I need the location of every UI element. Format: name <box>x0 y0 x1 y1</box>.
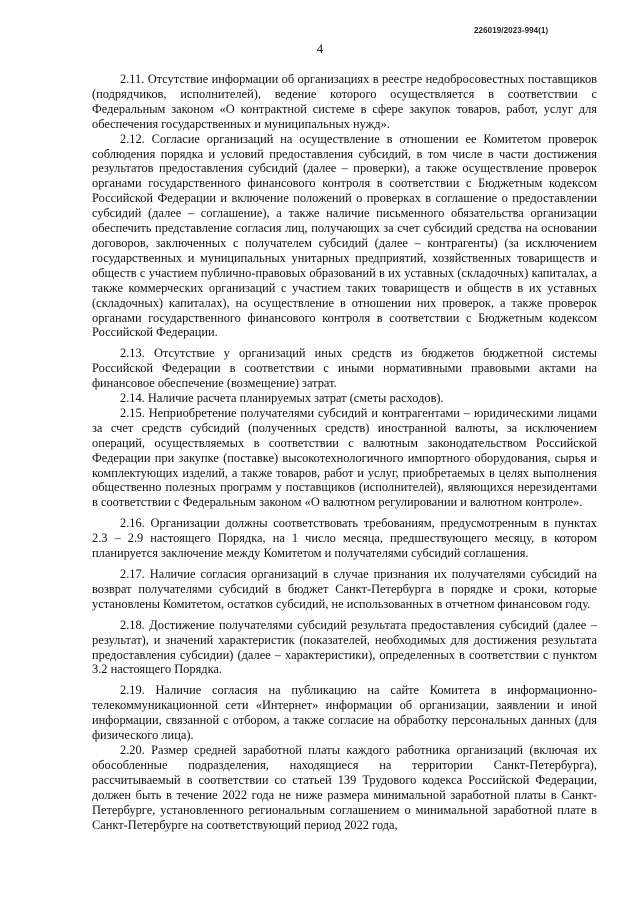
paragraph-2-13: 2.13. Отсутствие у организаций иных средств из бюджетов бюджетной системы Российской Федерации в соответствии с иными нормативными правовыми актами на финансовое обеспечение (возмещение) затрат. <box>92 346 597 391</box>
page-number: 4 <box>316 41 324 56</box>
paragraph-2-17: 2.17. Наличие согласия организаций в случае признания их получателями субсидий на возврат получателями субсидий в бюджет Санкт-Петербурга в порядке и сроки, которые установлены Комитетом, остатков субсидий, не использованных в отчетном финансовом году. <box>92 567 597 611</box>
paragraph-2-15: 2.15. Неприобретение получателями субсидий и контрагентами – юридическими лицами за счет средств субсидий (полученных средств) иностранной валюты, за исключением операций, осуществляемых в соответствии с валютным законодательством Российской Федерации при закупке (поставке) высокотехнологичного импортного оборудования, сырья и комплектующих изделий, а также товаров, работ и услуг, приобретаемых в целях выполнения общественно полезных программ у поставщиков (исполнителей), являющихся нерезидентами в соответствии с Федеральным законом «О валютном регулировании и валютном контроле». <box>92 405 597 510</box>
document-id: 226019/2023-994(1) <box>474 26 549 35</box>
paragraph-2-16: 2.16. Организации должны соответствовать требованиям, предусмотренным в пунктах 2.3 – 2.9 настоящего Порядка, на 1 число месяца, предшествующего месяцу, в котором планируется заключение между Комитетом и получателями субсидий соглашения. <box>92 516 597 561</box>
paragraph-2-11: 2.11. Отсутствие информации об организациях в реестре недобросовестных поставщиков (подрядчиков, исполнителей), ведение которого осуществляется в соответствии с Федеральным законом «О контрактной системе в сфере закупок товаров, работ, услуг для обеспечения государственных и муниципальных нужд». <box>92 72 597 131</box>
paragraph-2-18: 2.18. Достижение получателями субсидий результата предоставления субсидий (далее – результат), и значений характеристик (показателей, необходимых для достижения результата предоставления субсидии) (далее – характеристики), определенных в соответствии с пунктом 3.2 настоящего Порядка. <box>92 617 597 677</box>
document-body <box>92 72 597 832</box>
paragraph-2-12: 2.12. Согласие организаций на осуществление в отношении ее Комитетом проверок соблюдения порядка и условий предоставления субсидий, в том числе в части достижения результатов предоставления субсидий (далее – проверки), а также осуществление проверок органами государственного финансового контроля в соответствии с Бюджетным кодексом Российской Федерации и включение положений о проверках в соглашение о предоставлении субсидий (далее – соглашение), а также наличие письменного обязательства организации обеспечить представление согласия лиц, получающих за счет субсидий средства на основании договоров, заключенных с получателем субсидий (далее – контрагенты) (за исключением государственных и муниципальных унитарных предприятий, хозяйственных товариществ и обществ с участием публично-правовых образований в их уставных (складочных) капиталах, а также коммерческих организаций с участием таких товариществ и обществ в их уставных (складочных) капиталах), на осуществление в отношении них проверок, а также проверок органами государственного финансового контроля в соответствии с Бюджетным кодексом Российской Федерации. <box>92 131 597 340</box>
paragraph-2-14: 2.14. Наличие расчета планируемых затрат (сметы расходов). <box>120 391 444 406</box>
paragraph-2-20: 2.20. Размер средней заработной платы каждого работника организаций (включая их обособленные подразделения, находящиеся на территории Санкт-Петербурга), рассчитываемый в соответствии со статьей 139 Трудового кодекса Российской Федерации, должен быть в течение 2022 года не ниже размера минимальной заработной платы в Санкт-Петербурге, установленного региональным соглашением о минимальной заработной плате в Санкт-Петербурге на соответствующий период 2022 года, <box>92 742 597 832</box>
paragraph-2-19: 2.19. Наличие согласия на публикацию на сайте Комитета в информационно-телекоммуникационной сети «Интернет» информации об организации, заявлении и иной информации, связанной с отбором, а также согласие на обработку персональных данных (для физического лица). <box>92 683 597 743</box>
